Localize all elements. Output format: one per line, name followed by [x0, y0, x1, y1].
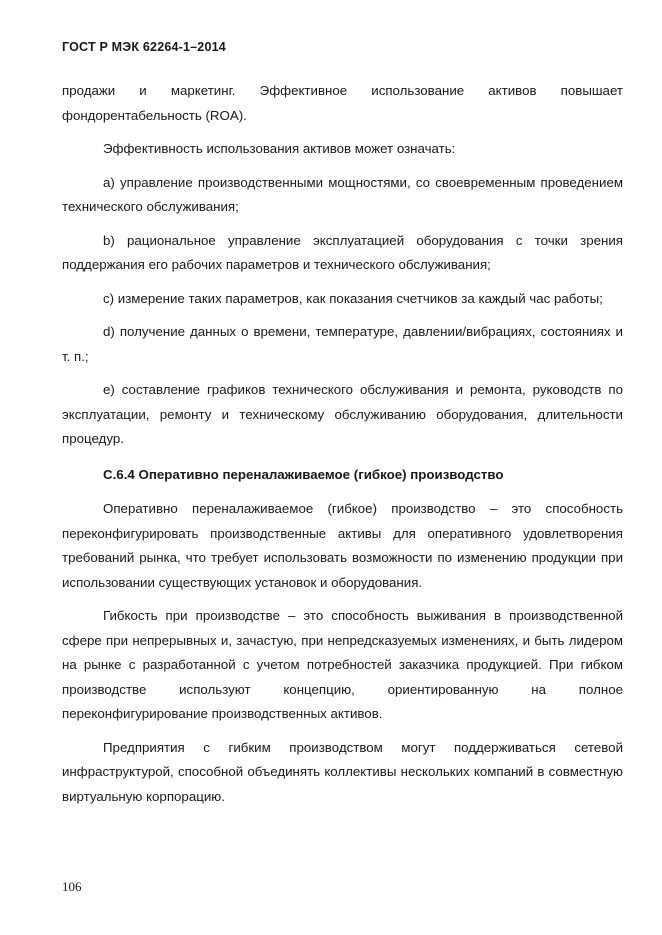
- list-item-e: e) составление графиков технического обслуживания и ремонта, руководств по эксплуатации, ремонту и техническому обслуживанию оборудования, длительности процедур.: [62, 382, 623, 446]
- paragraph-continuation: продажи и маркетинг. Эффективное использование активов повышает фондорентабельность (ROA).: [62, 83, 623, 123]
- list-item-b: b) рациональное управление эксплуатацией оборудования с точки зрения поддержания его рабочих параметров и технического обслуживания;: [62, 232, 623, 272]
- list-item-a: a) управление производственными мощностями, со своевременным проведением технического обслуживания;: [62, 174, 623, 214]
- document-header: ГОСТ Р МЭК 62264-1–2014: [62, 40, 226, 54]
- list-item-c: c) измерение таких параметров, как показания счетчиков за каждый час работы;: [103, 290, 603, 306]
- paragraph-flexibility: Гибкость при производстве – это способность выживания в производственной сфере при непрерывных и, зачастую, при непредсказуемых изменениях, и быть лидером на рынке с разработанной с учетом потребностей заказчика продукцией. При гибком производстве используют концепцию, ориентированную на полное переконфигурирование производственных активов.: [62, 608, 623, 721]
- document-body: [62, 79, 623, 818]
- list-item-d: d) получение данных о времени, температуре, давлении/вибрациях, состояниях и т. п.;: [62, 324, 623, 364]
- page-number: 106: [62, 879, 82, 894]
- paragraph-definition: Оперативно переналаживаемое (гибкое) производство – это способность переконфигурировать производственные активы для оперативного удовлетворения требований рынка, что требует использовать возможности по изменению продукции при использовании существующих установок и оборудования.: [62, 501, 623, 590]
- paragraph-enterprises: Предприятия с гибким производством могут поддерживаться сетевой инфраструктурой, способной объединять коллективы нескольких компаний в совместную виртуальную корпорацию.: [62, 739, 623, 804]
- section-heading: С.6.4 Оперативно переналаживаемое (гибкое) производство: [103, 466, 504, 482]
- paragraph-list-intro: Эффективность использования активов может означать:: [103, 141, 456, 156]
